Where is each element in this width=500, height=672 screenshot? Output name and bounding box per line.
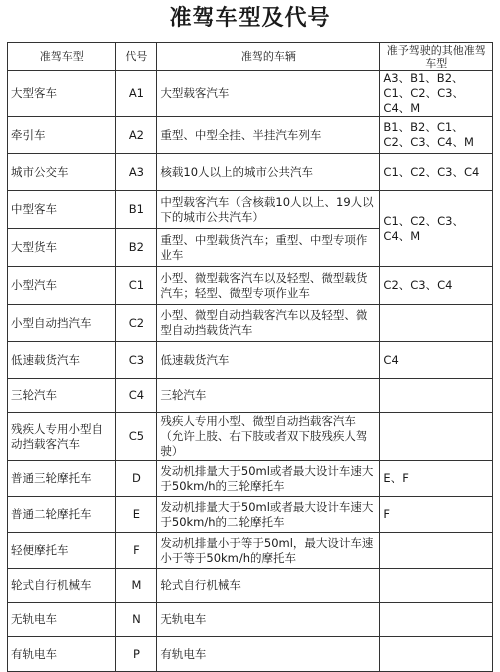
cell-type: 中型客车 (8, 191, 116, 229)
table-row (8, 569, 493, 603)
cell-vehicle: 发动机排量小于等于50ml，最大设计车速小于等于50km/h的摩托车 (157, 533, 380, 569)
cell-other: B1、B2、C1、C2、C3、C4、M (380, 117, 493, 154)
header-vehicle: 准驾的车辆 (157, 43, 380, 71)
cell-code: B2 (116, 229, 157, 267)
cell-code: C5 (116, 413, 157, 461)
cell-other: C2、C3、C4 (380, 267, 493, 305)
cell-vehicle: 有轨电车 (157, 637, 380, 672)
cell-code: M (116, 569, 157, 603)
table-row (8, 117, 493, 154)
cell-code: A2 (116, 117, 157, 154)
cell-other: E、F (380, 461, 493, 497)
cell-code: C2 (116, 305, 157, 342)
page-title: 准驾车型及代号 (169, 6, 331, 31)
table-row (8, 71, 493, 117)
cell-code: C4 (116, 379, 157, 413)
cell-other (380, 603, 493, 637)
cell-code: N (116, 603, 157, 637)
cell-code: B1 (116, 191, 157, 229)
cell-type: 无轨电车 (8, 603, 116, 637)
cell-type: 轻便摩托车 (8, 533, 116, 569)
cell-other (380, 533, 493, 569)
cell-other (380, 413, 493, 461)
cell-vehicle: 无轨电车 (157, 603, 380, 637)
cell-type: 小型自动挡汽车 (8, 305, 116, 342)
cell-other (380, 379, 493, 413)
cell-other (380, 637, 493, 672)
license-class-table (7, 42, 493, 672)
cell-vehicle: 重型、中型载货汽车；重型、中型专项作业车 (157, 229, 380, 267)
table-row (8, 497, 493, 533)
cell-code: A3 (116, 154, 157, 191)
cell-other: C4 (380, 342, 493, 379)
cell-type: 城市公交车 (8, 154, 116, 191)
cell-code: A1 (116, 71, 157, 117)
cell-vehicle: 残疾人专用小型、微型自动挡载客汽车（允许上肢、右下肢或者双下肢残疾人驾驶） (157, 413, 380, 461)
cell-type: 大型客车 (8, 71, 116, 117)
cell-vehicle: 重型、中型全挂、半挂汽车列车 (157, 117, 380, 154)
cell-type: 小型汽车 (8, 267, 116, 305)
table-header-row (8, 43, 493, 71)
cell-type: 低速载货汽车 (8, 342, 116, 379)
cell-vehicle: 发动机排量大于50ml或者最大设计车速大于50km/h的三轮摩托车 (157, 461, 380, 497)
cell-other: A3、B1、B2、C1、C2、C3、C4、M (380, 71, 493, 117)
cell-code: P (116, 637, 157, 672)
header-type: 准驾车型 (8, 43, 116, 71)
cell-code: D (116, 461, 157, 497)
cell-other (380, 305, 493, 342)
table-row (8, 305, 493, 342)
cell-code: E (116, 497, 157, 533)
cell-code: F (116, 533, 157, 569)
cell-vehicle: 三轮汽车 (157, 379, 380, 413)
table-row (8, 154, 493, 191)
cell-code: C1 (116, 267, 157, 305)
table-row (8, 342, 493, 379)
cell-vehicle: 大型载客汽车 (157, 71, 380, 117)
cell-vehicle: 核载10人以上的城市公共汽车 (157, 154, 380, 191)
table-row (8, 379, 493, 413)
cell-other: F (380, 497, 493, 533)
table-row (8, 413, 493, 461)
table-row (8, 603, 493, 637)
table-row (8, 191, 493, 229)
cell-type: 轮式自行机械车 (8, 569, 116, 603)
table-row (8, 461, 493, 497)
cell-type: 大型货车 (8, 229, 116, 267)
cell-type: 有轨电车 (8, 637, 116, 672)
cell-type: 普通二轮摩托车 (8, 497, 116, 533)
header-code: 代号 (116, 43, 157, 71)
cell-vehicle: 小型、微型自动挡载客汽车以及轻型、微型自动挡载货汽车 (157, 305, 380, 342)
cell-code: C3 (116, 342, 157, 379)
cell-vehicle: 小型、微型载客汽车以及轻型、微型载货汽车；轻型、微型专项作业车 (157, 267, 380, 305)
cell-other (380, 569, 493, 603)
header-other: 准予驾驶的其他准驾车型 (380, 43, 493, 71)
table-row (8, 267, 493, 305)
table-row (8, 533, 493, 569)
cell-type: 残疾人专用小型自动挡载客汽车 (8, 413, 116, 461)
table-row (8, 637, 493, 672)
cell-vehicle: 发动机排量大于50ml或者最大设计车速大于50km/h的二轮摩托车 (157, 497, 380, 533)
cell-other: C1、C2、C3、C4 (380, 154, 493, 191)
cell-vehicle: 低速载货汽车 (157, 342, 380, 379)
cell-vehicle: 轮式自行机械车 (157, 569, 380, 603)
cell-type: 三轮汽车 (8, 379, 116, 413)
cell-type: 普通三轮摩托车 (8, 461, 116, 497)
cell-vehicle: 中型载客汽车（含核载10人以上、19人以下的城市公共汽车） (157, 191, 380, 229)
cell-type: 牵引车 (8, 117, 116, 154)
cell-other: C1、C2、C3、C4、M (380, 191, 493, 267)
